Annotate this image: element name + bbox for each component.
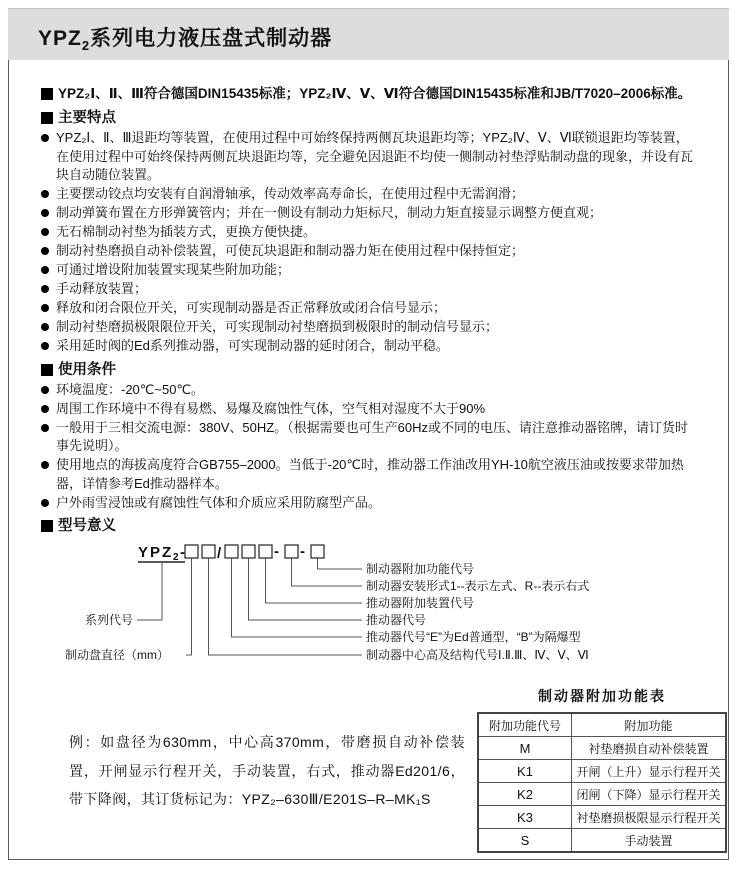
dot-bullet-icon [41,461,49,469]
series-code-dash: - [180,544,187,561]
connector-line-box3 [232,558,363,637]
dot-bullet-icon [41,228,49,236]
standards-note [41,84,696,104]
feature-text: 主要摆动铰点均安装有自润滑轴承，传动效率高寿命长，在使用过程中无需润滑； [56,186,525,201]
conditions-heading-text: 使用条件 [58,361,116,378]
dot-bullet-icon [41,304,49,312]
condition-text: 一般用于三相交流电源：380V、50HZ。（根据需要也可生产60Hz或不同的电压、请注意推动器铭牌，请订货时事先说明）。 [56,419,688,453]
dot-bullet-icon [41,323,49,331]
feature-item [41,261,696,280]
features-list [41,129,696,356]
dot-bullet-icon [41,190,49,198]
feature-text: 制动弹簧布置在方形弹簧管内；并在一侧设有制动力矩标尺，制动力矩直接显示调整方便直观； [56,205,603,220]
section-heading-conditions [41,361,696,379]
feature-item [41,223,696,242]
table-row [478,783,726,806]
feature-item [41,185,696,204]
cell-function: 手动装置 [572,829,727,853]
cell-function: 开闸（上升）显示行程开关 [572,760,727,783]
feature-item [41,299,696,318]
feature-text: 释放和闭合限位开关，可实现制动器是否正常释放或闭合信号显示； [56,300,447,315]
model-box-4 [242,545,255,558]
square-bullet-icon [41,364,53,376]
connector-line-box1 [186,558,192,655]
condition-item [41,456,696,493]
feature-text: 手动释放装置； [56,281,148,296]
feature-text: 制动衬垫磨损极限限位开关，可实现制动衬垫磨损到极限时的制动信号显示； [56,319,499,334]
label-thruster-type: 推动器代号“E”为Ed普通型，“B”为隔爆型 [366,630,581,644]
col-header-function: 附加功能 [572,713,727,737]
feature-text: 制动衬垫磨损自动补偿装置，可使瓦块退距和制动器力矩在使用过程中保持恒定； [56,243,525,258]
model-box-5 [259,545,272,558]
model-heading-text: 型号意义 [58,518,116,534]
text-sections [9,60,728,535]
dot-bullet-icon [41,386,49,394]
feature-item [41,242,696,261]
connector-line-box6 [292,558,363,586]
condition-text: 周围工作环境中不得有易燃、易爆及腐蚀性气体，空气相对湿度不大于90% [56,400,486,416]
model-code-diagram-svg [40,538,700,688]
dot-bullet-icon [41,209,49,217]
series-code-subscript: 2 [173,552,179,563]
condition-text: 环境温度：-20℃~50℃。 [56,381,205,397]
cell-code: K2 [478,783,572,806]
model-box-6 [285,545,298,558]
connector-line-box7 [318,558,363,569]
page-title [8,9,729,53]
table-title: 制动器附加功能表 [538,688,666,704]
features-heading-text: 主要特点 [58,110,116,126]
cell-code: K1 [478,760,572,783]
page-header [8,8,729,60]
page-title-rest: 系列电力液压盘式制动器 [90,27,333,50]
standards-note-text: YPZ₂Ⅰ、Ⅱ、Ⅲ符合德国DIN15435标准；YPZ₂Ⅳ、Ⅴ、Ⅵ符合德国DIN15435标准和JB/T7020–2006标准。 [58,86,692,101]
model-code-diagram [9,538,730,688]
label-series-code: 系列代号 [85,613,134,627]
label-disc-diameter: 制动盘直径（mm） [65,648,169,662]
conditions-list [41,381,696,513]
content-area [8,60,729,860]
table-row [478,806,726,829]
cell-code: S [478,829,572,853]
ordering-example: 例：如盘径为630mm，中心高370mm，带磨损自动补偿装置，开闸显示行程开关，手动装置，右式，推动器Ed201/6，带下降阀，其订货标记为：YPZ₂–630Ⅲ/E201S–R–MK₁S [69,734,465,807]
condition-text: 使用地点的海拔高度符合GB755–2000。当低于-20℃时，推动器工作油改用YH-10航空液压油或按要求带加热器，详情参考Ed推动器样本。 [56,457,684,491]
label-thruster-addon: 推动器附加装置代号 [366,596,475,610]
condition-item [41,381,696,400]
section-heading-features [41,109,696,127]
slash-separator: / [217,545,224,562]
connector-line-series [137,562,162,620]
dash-separator-2: - [300,543,307,560]
series-code-text: YPZ [138,544,174,561]
model-box-7 [311,545,324,558]
cell-function: 衬垫磨损自动补偿装置 [572,737,727,760]
add-function-table-block [477,686,727,853]
bottom-area [9,678,730,860]
dot-bullet-icon [41,424,49,432]
cell-function: 闭闸（下降）显示行程开关 [572,783,727,806]
model-box-3 [225,545,238,558]
feature-item [41,280,696,299]
dash-separator-1: - [274,543,281,560]
dot-bullet-icon [41,342,49,350]
feature-item [41,337,696,356]
feature-item [41,129,696,185]
condition-item [41,494,696,513]
cell-code: M [478,737,572,760]
dot-bullet-icon [41,134,49,142]
square-bullet-icon [41,112,53,124]
table-row [478,737,726,760]
feature-text: YPZ₂Ⅰ、Ⅱ、Ⅲ退距均等装置，在使用过程中可始终保持两侧瓦块退距均等；YPZ₂Ⅳ、Ⅴ、Ⅵ联锁退距均等装置，在使用过程中可始终保持两侧瓦块退距均等，完全避免因退距不均使一侧制动衬垫浮贴制动盘的现象，并设有瓦块自动随位装置。 [56,130,694,182]
square-bullet-icon [41,520,53,532]
col-header-code: 附加功能代号 [478,713,572,737]
label-thruster-code: 推动器代号 [366,613,427,627]
feature-item [41,204,696,223]
label-center-height: 制动器中心高及结构代号Ⅰ.Ⅱ.Ⅲ、Ⅳ、Ⅴ、Ⅵ [366,648,589,662]
page-title-subscript: 2 [81,38,91,54]
feature-text: 采用延时阀的Ed系列推动器，可实现制动器的延时闭合，制动平稳。 [56,338,449,353]
feature-item [41,318,696,337]
table-row [478,829,726,853]
feature-text: 可通过增设附加装置实现某些附加功能； [56,262,291,277]
condition-item [41,419,696,456]
dot-bullet-icon [41,499,49,507]
square-bullet-icon [41,88,53,100]
condition-item [41,400,696,419]
table-row [478,760,726,783]
connector-line-box5 [266,558,363,603]
label-mount-form: 制动器安装形式1--表示左式、R--表示右式 [366,579,590,593]
cell-function: 衬垫磨损极限显示行程开关 [572,806,727,829]
feature-text: 无石棉制动衬垫为插装方式，更换方便快捷。 [56,224,317,239]
label-brake-add-function: 制动器附加功能代号 [366,562,475,576]
section-heading-model [41,517,696,535]
condition-text: 户外雨雪浸蚀或有腐蚀性气体和介质应采用防腐型产品。 [56,494,382,510]
page-title-prefix: YPZ [38,27,82,50]
table-header-row [478,713,726,737]
dot-bullet-icon [41,266,49,274]
dot-bullet-icon [41,247,49,255]
add-function-table [477,712,727,853]
model-box-2 [202,545,215,558]
dot-bullet-icon [41,405,49,413]
dot-bullet-icon [41,285,49,293]
cell-code: K3 [478,806,572,829]
